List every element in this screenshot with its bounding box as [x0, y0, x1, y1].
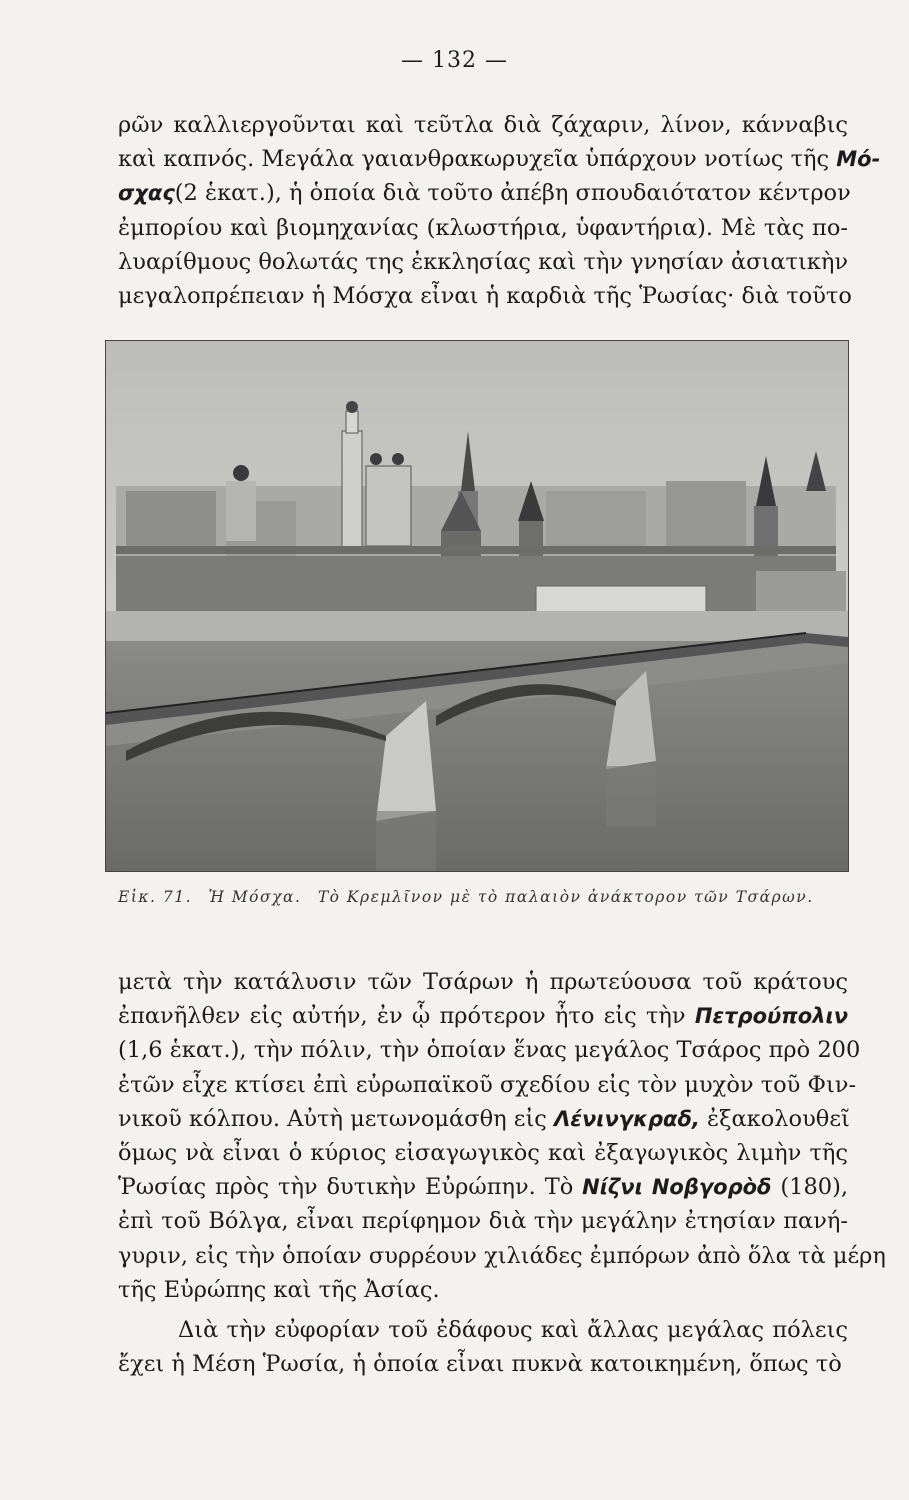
figure-caption — [118, 888, 848, 906]
kremlin-photo — [105, 340, 849, 872]
text-line: ἐπανῆλθεν εἰς αὐτήν, ἐν ᾧ πρότερον ἦτο εἰς τὴν Πετρούπολιν — [118, 1003, 848, 1030]
caption-description: Τὸ Κρεμλῖνον μὲ τὸ παλαιὸν ἀνάκτορον τῶν Τσάρων. — [317, 888, 814, 906]
paragraph-1 — [118, 108, 881, 313]
place-name-nizhny-novgorod: Νίζνι Νοβγορὸδ — [582, 1175, 772, 1200]
text-line: σχας(2 ἑκατ.), ἡ ὁποία διὰ τοῦτο ἀπέβη σπουδαιότατον κέντρον — [118, 180, 851, 207]
text-line: ἐτῶν εἶχε κτίσει ἐπὶ εὐρωπαϊκοῦ σχεδίου εἰς τὸν μυχὸν τοῦ Φιν- — [118, 1071, 857, 1098]
text-line: ἐπὶ τοῦ Βόλγα, εἶναι περίφημον διὰ τὴν μεγάλην ἐτησίαν πανή- — [118, 1208, 848, 1235]
text-line: μεγαλοπρέπειαν ἡ Μόσχα εἶναι ἡ καρδιὰ τῆς Ῥωσίας· διὰ τοῦτο — [118, 283, 852, 310]
text-line: ἐμπορίου καὶ βιομηχανίας (κλωστήρια, ὑφαντήρια). Μὲ τὰς πο- — [118, 214, 848, 241]
place-name-leningrad: Λένινγκραδ, — [554, 1106, 700, 1131]
paragraph-2 — [118, 965, 886, 1307]
text-line: τῆς Εὐρώπης καὶ τῆς Ἀσίας. — [118, 1276, 440, 1303]
text-line: ὅμως νὰ εἶναι ὁ κύριος εἰσαγωγικὸς καὶ ἐξαγωγικὸς λιμὴν τῆς — [118, 1140, 848, 1167]
text-line: καὶ καπνός. Μεγάλα γαιανθρακωρυχεῖα ὑπάρχουν νοτίως τῆς Μό- — [118, 146, 881, 173]
page-number: — 132 — — [401, 48, 508, 73]
text-line: νικοῦ κόλπου. Αὐτὴ μετωνομάσθη εἰς Λένινγκραδ, ἐξακολουθεῖ — [118, 1105, 850, 1132]
text-line: Διὰ τὴν εὐφορίαν τοῦ ἐδάφους καὶ ἄλλας μεγάλας πόλεις — [178, 1317, 848, 1343]
text-line: (1,6 ἑκατ.), τὴν πόλιν, τὴν ὁποίαν ἕνας μεγάλος Τσάρος πρὸ 200 — [118, 1037, 861, 1064]
place-name-petroupolis: Πετρούπολιν — [694, 1004, 848, 1029]
text-line: μετὰ τὴν κατάλυσιν τῶν Τσάρων ἡ πρωτεύουσα τοῦ κράτους — [118, 969, 848, 995]
paragraph-3 — [118, 1313, 848, 1381]
text-line: Ῥωσίας πρὸς τὴν δυτικὴν Εὐρώπην. Τὸ Νίζνι Νοβγορὸδ (180), — [118, 1174, 849, 1201]
text-line: ρῶν καλλιεργοῦνται καὶ τεῦτλα διὰ ζάχαριν, λίνον, κάνναβις — [118, 112, 848, 138]
text-line: λυαρίθμους θολωτάς της ἐκκλησίας καὶ τὴν γνησίαν ἀσιατικὴν — [118, 248, 849, 275]
place-name-moscow-cont: σχας — [118, 181, 175, 206]
place-name-moscow: Μό- — [836, 147, 881, 172]
text-line: γυριν, εἰς τὴν ὁποίαν συρρέουν χιλιάδες ἐμπόρων ἀπὸ ὅλα τὰ μέρη — [118, 1242, 886, 1269]
text-line: ἔχει ἡ Μέση Ῥωσία, ἡ ὁποία εἶναι πυκνὰ κατοικημένη, ὅπως τὸ — [118, 1351, 842, 1378]
caption-title: Ἡ Μόσχα. — [208, 888, 302, 906]
caption-figure-number: Εἰκ. 71. — [118, 888, 193, 906]
